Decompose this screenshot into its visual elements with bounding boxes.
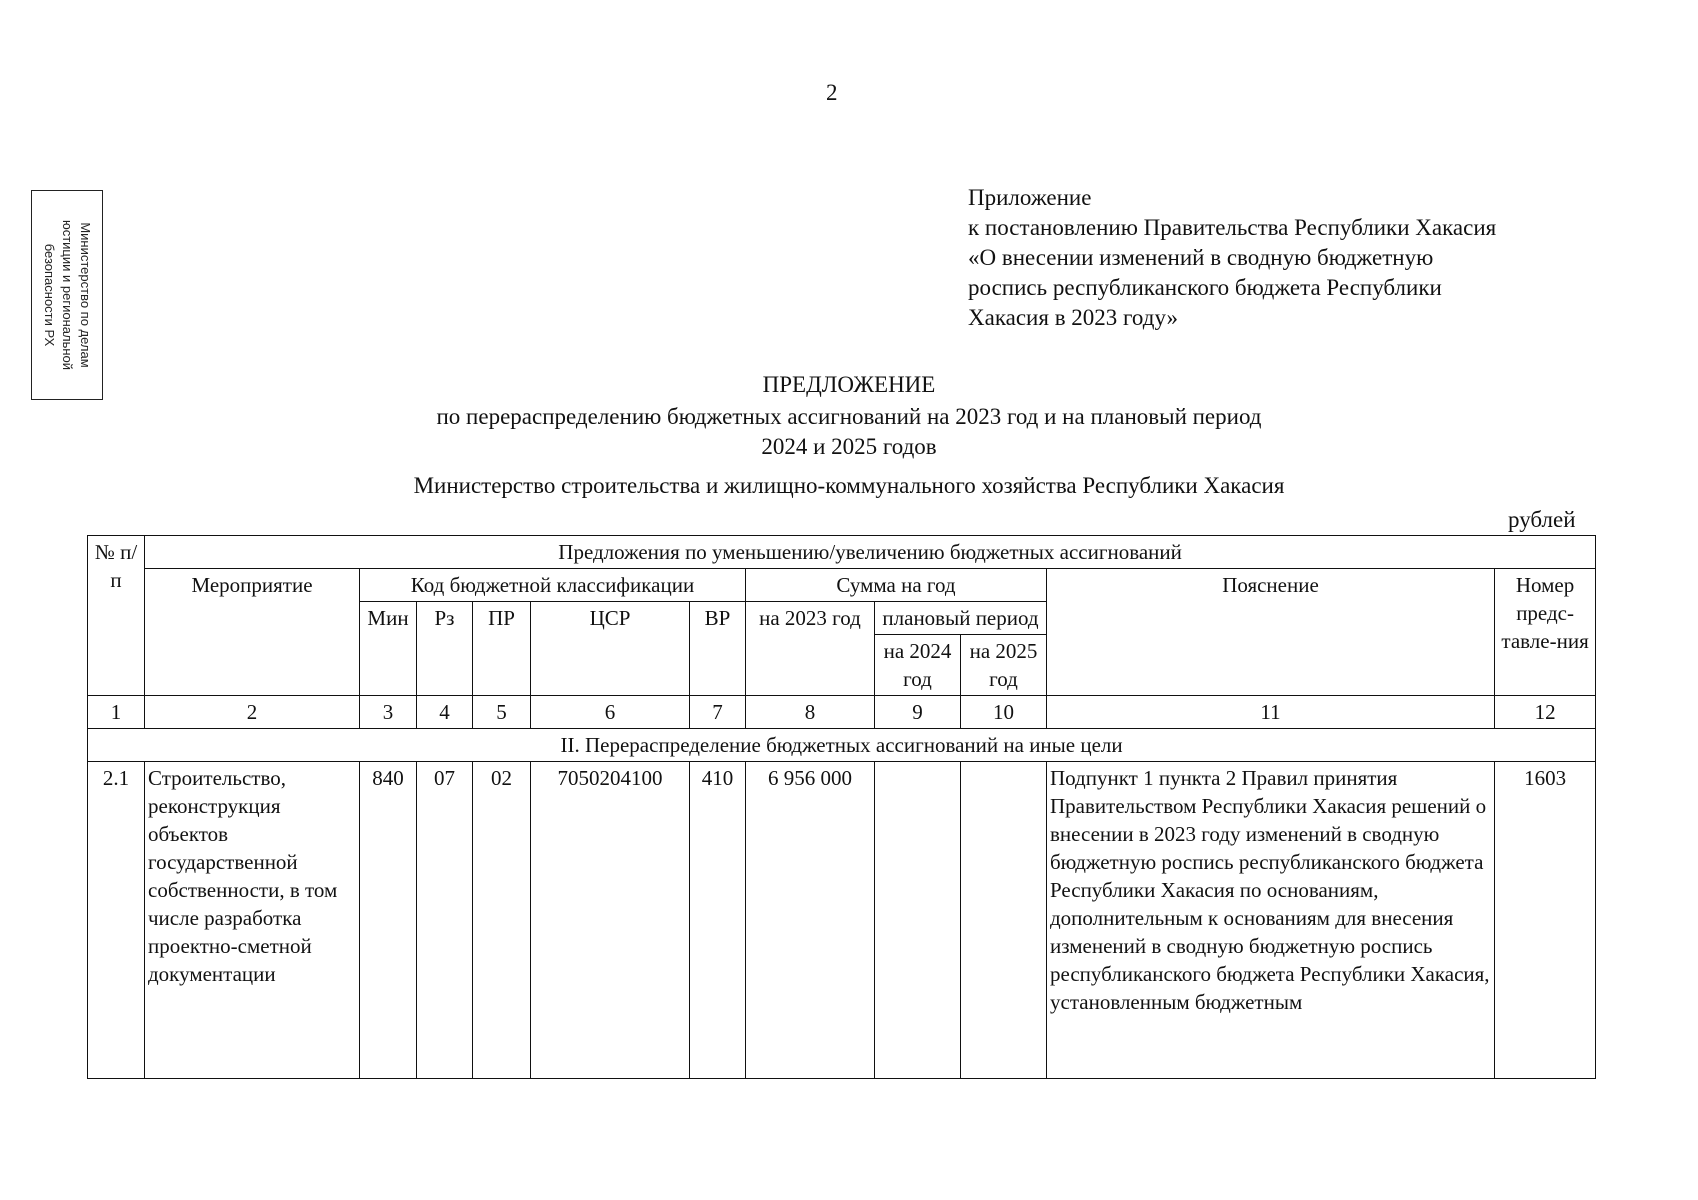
column-number: 4 bbox=[417, 696, 473, 729]
header-sum: Сумма на год bbox=[746, 569, 1047, 602]
row-min: 840 bbox=[360, 762, 417, 1079]
column-number: 5 bbox=[473, 696, 531, 729]
document-subtitle-line-2: 2024 и 2025 годов bbox=[761, 434, 937, 459]
row-y2024 bbox=[875, 762, 961, 1079]
ministry-name: Министерство строительства и жилищно-коммунального хозяйства Республики Хакасия bbox=[413, 473, 1285, 498]
header-y2025: на 2025 год bbox=[961, 635, 1047, 696]
row-rz: 07 bbox=[417, 762, 473, 1079]
header-csr: ЦСР bbox=[531, 602, 690, 696]
appendix-block bbox=[968, 183, 1496, 333]
column-number: 8 bbox=[746, 696, 875, 729]
header-planned: плановый период bbox=[875, 602, 1047, 635]
appendix-line-4: роспись республиканского бюджета Республики bbox=[968, 275, 1442, 300]
row-measure: Строительство, реконструкция объектов государственной собственности, в том числе разработка проектно-сметной документации bbox=[145, 762, 360, 1079]
appendix-line-1: Приложение bbox=[968, 185, 1092, 210]
section-title: II. Перераспределение бюджетных ассигнований на иные цели bbox=[88, 729, 1596, 762]
column-number: 2 bbox=[145, 696, 360, 729]
row-num: 2.1 bbox=[88, 762, 145, 1079]
column-number: 11 bbox=[1047, 696, 1495, 729]
header-measure: Мероприятие bbox=[145, 569, 360, 696]
document-subtitle-line-1: по перераспределению бюджетных ассигнований на 2023 год и на плановый период bbox=[436, 404, 1262, 429]
column-number: 9 bbox=[875, 696, 961, 729]
row-y2023: 6 956 000 bbox=[746, 762, 875, 1079]
row-pr: 02 bbox=[473, 762, 531, 1079]
appendix-line-3: «О внесении изменений в сводную бюджетную bbox=[968, 245, 1434, 270]
appendix-line-2: к постановлению Правительства Республики Хакасия bbox=[968, 215, 1497, 240]
row-y2025 bbox=[961, 762, 1047, 1079]
header-code: Код бюджетной классификации bbox=[360, 569, 746, 602]
budget-table bbox=[87, 535, 1596, 1079]
header-vr: ВР bbox=[690, 602, 746, 696]
stamp-line-2: юстиции и региональной bbox=[60, 219, 75, 371]
header-proposals: Предложения по уменьшению/увеличению бюджетных ассигнований bbox=[145, 536, 1596, 569]
registration-stamp bbox=[31, 190, 103, 400]
column-number: 10 bbox=[961, 696, 1047, 729]
table-row bbox=[88, 762, 1596, 1079]
header-rz: Рз bbox=[417, 602, 473, 696]
currency-units: рублей bbox=[1508, 507, 1576, 532]
header-num: № п/п bbox=[88, 536, 145, 696]
column-number: 6 bbox=[531, 696, 690, 729]
appendix-line-5: Хакасия в 2023 году» bbox=[968, 305, 1179, 330]
stamp-line-3: безопасности РХ bbox=[42, 243, 57, 347]
page-number: 2 bbox=[826, 80, 838, 105]
header-y2023: на 2023 год bbox=[746, 602, 875, 696]
column-number-row bbox=[88, 696, 1596, 729]
header-explanation: Пояснение bbox=[1047, 569, 1495, 696]
header-rep-number: Номер предс-тавле-ния bbox=[1495, 569, 1596, 696]
header-y2024: на 2024 год bbox=[875, 635, 961, 696]
document-title: ПРЕДЛОЖЕНИЕ bbox=[762, 372, 936, 397]
column-number: 1 bbox=[88, 696, 145, 729]
column-number: 7 bbox=[690, 696, 746, 729]
row-csr: 7050204100 bbox=[531, 762, 690, 1079]
column-number: 3 bbox=[360, 696, 417, 729]
row-rep-number: 1603 bbox=[1495, 762, 1596, 1079]
stamp-line-1: Министерство по делам bbox=[78, 222, 93, 368]
row-explanation: Подпункт 1 пункта 2 Правил принятия Правительством Республики Хакасия решений о внесении в 2023 году изменений в сводную бюджетную роспись республиканского бюджета Республики Хакасия по основаниям, дополнительным к основаниям для внесения изменений в сводную бюджетную роспись республиканского бюджета Республики Хакасия, установленным бюджетным bbox=[1047, 762, 1495, 1079]
header-pr: ПР bbox=[473, 602, 531, 696]
row-vr: 410 bbox=[690, 762, 746, 1079]
header-min: Мин bbox=[360, 602, 417, 696]
column-number: 12 bbox=[1495, 696, 1596, 729]
